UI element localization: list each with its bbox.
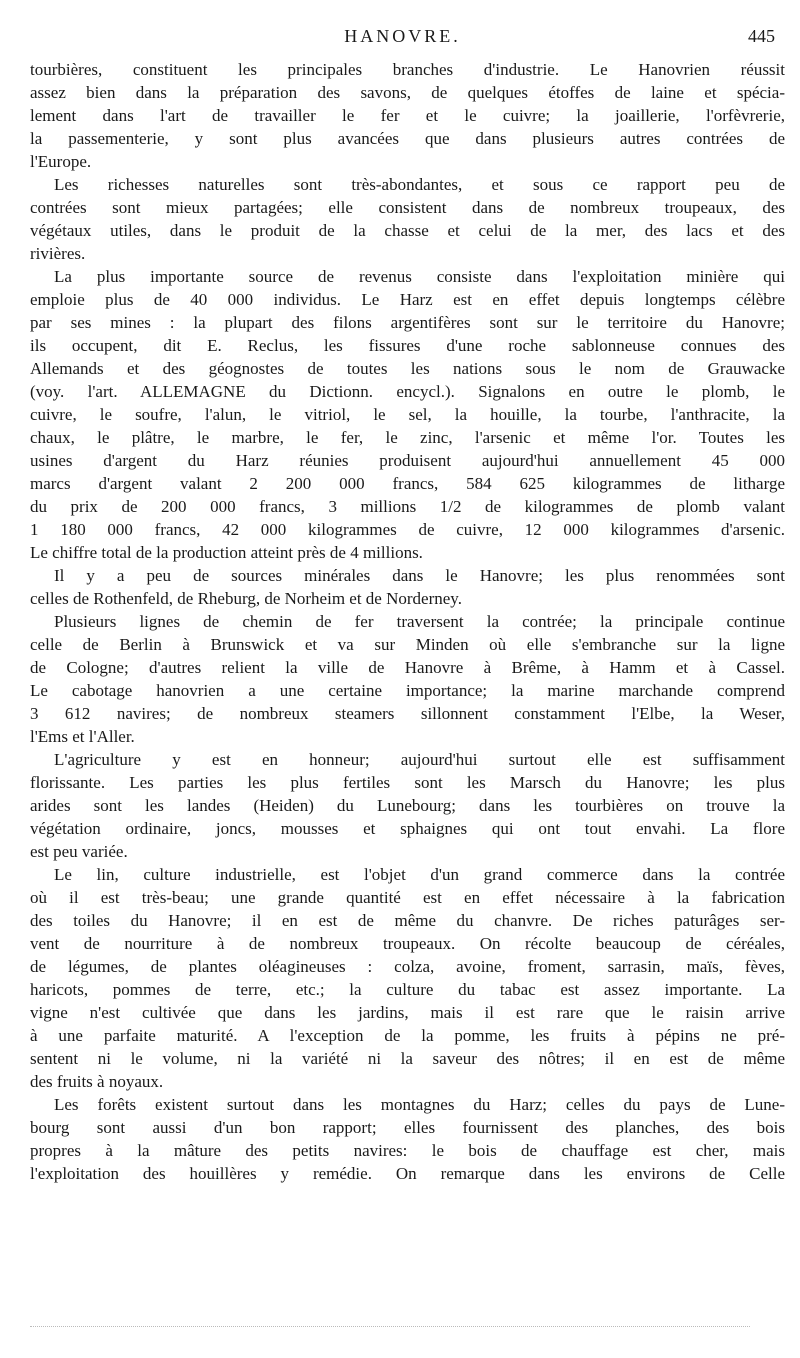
- text-line: rivières.: [30, 244, 86, 263]
- text-line: des toiles du Hanovre; il en est de même du chanvre. De riches paturâges ser-: [30, 911, 785, 930]
- text-line: marcs d'argent valant 2 200 000 francs, 584 625 kilogrammes de litharge: [30, 474, 785, 493]
- text-line: Il y a peu de sources minérales dans le Hanovre; les plus renommées sont: [54, 566, 785, 585]
- text-line: 3 612 navires; de nombreux steamers sillonnent constamment l'Elbe, la Weser,: [30, 704, 785, 723]
- text-line: l'exploitation des houillères y remédie. On remarque dans les environs de Celle: [30, 1164, 785, 1183]
- text-line: usines d'argent du Harz réunies produisent aujourd'hui annuellement 45 000: [30, 451, 785, 470]
- text-line: vent de nourriture à de nombreux troupeaux. On récolte beaucoup de céréales,: [30, 934, 785, 953]
- text-line: à une parfaite maturité. A l'exception de la pomme, les fruits à pépins ne pré-: [30, 1026, 785, 1045]
- text-line: arides sont les landes (Heiden) du Lunebourg; dans les tourbières on trouve la: [30, 796, 785, 815]
- text-line: (voy. l'art. ALLEMAGNE du Dictionn. encycl.). Signalons en outre le plomb, le: [30, 382, 785, 401]
- text-line: La plus importante source de revenus consiste dans l'exploitation minière qui: [54, 267, 785, 286]
- text-line: celles de Rothenfeld, de Rheburg, de Norheim et de Norderney.: [30, 589, 462, 608]
- text-line: chaux, le plâtre, le marbre, le fer, le zinc, l'arsenic et même l'or. Toutes les: [30, 428, 785, 447]
- text-line: lement dans l'art de travailler le fer et le cuivre; la joaillerie, l'orfèvrerie,: [30, 106, 785, 125]
- text-line: Le cabotage hanovrien a une certaine importance; la marine marchande comprend: [30, 681, 785, 700]
- page-header: [30, 22, 775, 52]
- text-line: Allemands et des géognostes de toutes les nations sous le nom de Grauwacke: [30, 359, 785, 378]
- text-line: florissante. Les parties les plus fertiles sont les Marsch du Hanovre; les plus: [30, 773, 785, 792]
- text-line: de Cologne; d'autres relient la ville de Hanovre à Brême, à Hamm et à Cassel.: [30, 658, 785, 677]
- text-line: Les richesses naturelles sont très-abondantes, et sous ce rapport peu de: [54, 175, 785, 194]
- text-line: Le chiffre total de la production atteint près de 4 millions.: [30, 543, 423, 562]
- text-line: végétaux utiles, dans le produit de la chasse et celui de la mer, des lacs et des: [30, 221, 785, 240]
- text-line: Plusieurs lignes de chemin de fer traversent la contrée; la principale continue: [54, 612, 785, 631]
- text-line: tourbières, constituent les principales branches d'industrie. Le Hanovrien réussit: [30, 60, 785, 79]
- text-line: des fruits à noyaux.: [30, 1072, 164, 1091]
- scan-specks: [30, 1320, 750, 1327]
- text-line: contrées sont mieux partagées; elle consistent dans de nombreux troupeaux, des: [30, 198, 785, 217]
- text-line: végétation ordinaire, joncs, mousses et sphaignes qui ont tout envahi. La flore: [30, 819, 785, 838]
- text-line: Le lin, culture industrielle, est l'objet d'un grand commerce dans la contrée: [54, 865, 785, 884]
- text-line: emploie plus de 40 000 individus. Le Harz est en effet depuis longtemps célèbre: [30, 290, 785, 309]
- text-line: L'agriculture y est en honneur; aujourd'hui surtout elle est suffisamment: [54, 750, 785, 769]
- text-line: par ses mines : la plupart des filons argentifères sont sur le territoire du Hanovre;: [30, 313, 785, 332]
- text-line: Les forêts existent surtout dans les montagnes du Harz; celles du pays de Lune-: [54, 1095, 785, 1114]
- text-line: assez bien dans la préparation des savons, de quelques étoffes de laine et spécia-: [30, 83, 785, 102]
- text-line: l'Europe.: [30, 152, 92, 171]
- text-line: l'Ems et l'Aller.: [30, 727, 135, 746]
- running-head: HANOVRE.: [344, 26, 461, 46]
- text-line: où il est très-beau; une grande quantité est en effet nécessaire à la fabrication: [30, 888, 785, 907]
- text-line: la passementerie, y sont plus avancées que dans plusieurs autres contrées de: [30, 129, 785, 148]
- text-line: du prix de 200 000 francs, 3 millions 1/2 de kilogrammes de plomb valant: [30, 497, 785, 516]
- text-line: vigne n'est cultivée que dans les jardins, mais il est rare que le raisin arrive: [30, 1003, 785, 1022]
- text-line: ils occupent, dit E. Reclus, les fissures d'une roche sablonneuse connues des: [30, 336, 785, 355]
- text-line: haricots, pommes de terre, etc.; la culture du tabac est assez importante. La: [30, 980, 785, 999]
- text-line: celle de Berlin à Brunswick et va sur Minden où elle s'embranche sur la ligne: [30, 635, 785, 654]
- text-line: est peu variée.: [30, 842, 128, 861]
- page-number: 445: [748, 26, 775, 46]
- text-line: bourg sont aussi d'un bon rapport; elles fournissent des planches, des bois: [30, 1118, 785, 1137]
- text-line: de légumes, de plantes oléagineuses : colza, avoine, froment, sarrasin, maïs, fèves,: [30, 957, 785, 976]
- body-text: [30, 58, 785, 1185]
- text-line: cuivre, le soufre, l'alun, le vitriol, le sel, la houille, la tourbe, l'anthracite, la: [30, 405, 785, 424]
- text-line: sentent ni le volume, ni la variété ni la saveur des nôtres; il en est de même: [30, 1049, 785, 1068]
- text-line: propres à la mâture des petits navires: le bois de chauffage est cher, mais: [30, 1141, 785, 1160]
- text-line: 1 180 000 francs, 42 000 kilogrammes de cuivre, 12 000 kilogrammes d'arsenic.: [30, 520, 785, 539]
